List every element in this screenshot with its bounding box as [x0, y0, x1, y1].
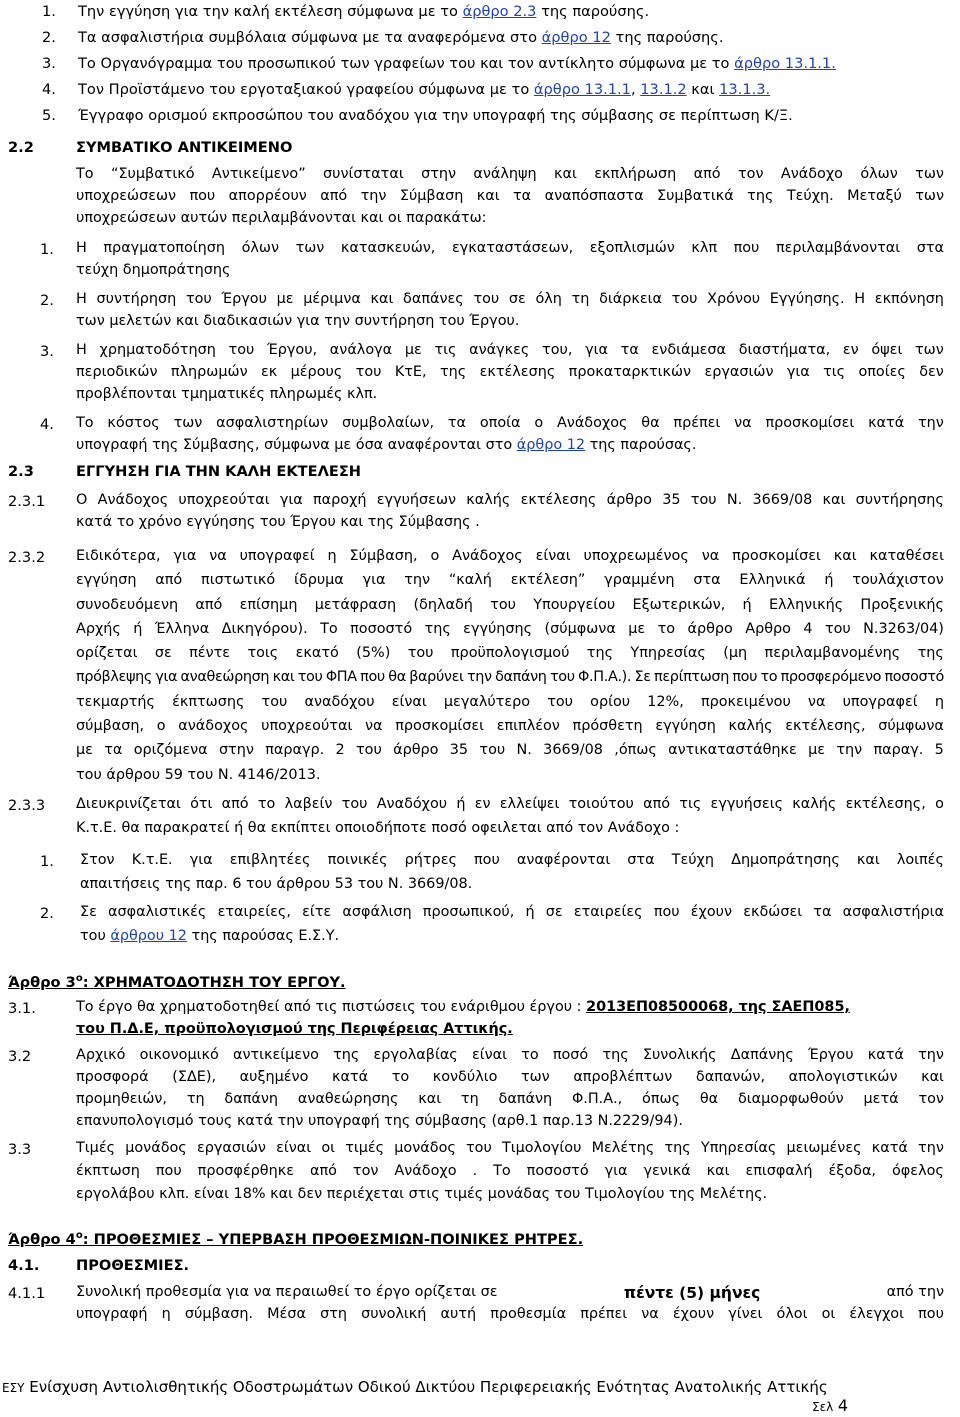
article-link[interactable]: άρθρο 12: [541, 29, 611, 46]
paragraph: Διευκρινίζεται ότι από το λαβείν του Αναδόχου ή εν ελλείψει τοιούτου από τις εγγυήσεις καλής εκτέλεσης, ο Κ.τ.Ε. θα παρακρατεί ή θα εκπίπτει οποιοδήποτε ποσό οφειλεται από τον Ανάδοχο :: [76, 796, 944, 836]
paragraph-number: 2.3.2: [8, 549, 46, 566]
article-link[interactable]: άρθρο 2.3: [462, 3, 537, 20]
item-number: 3.: [40, 343, 54, 360]
list-item: Η συντήρηση του Έργου με μέριμνα και δαπάνες του σε όλη τη διάρκεια του Χρόνου Εγγύησης. Η εκπόνηση των μελετών και διαδικασιών για την συντήρηση του Έργου.: [76, 291, 944, 329]
paragraph: Το έργο θα χρηματοδοτηθεί από τις πιστώσεις του ενάριθμου έργου : 2013ΕΠ08500068, της ΣΑΕΠ085, του Π.Δ.Ε, προϋπολογισμού της Περιφέρειας Αττικής.: [76, 999, 850, 1037]
section-intro: Το “Συμβατικό Αντικείμενο” συνίσταται στην ανάληψη και εκπλήρωση από τον Ανάδοχο όλων των υποχρεώσεων που απορρέουν από την Σύμβαση και τα αναπόσπαστα Συμβατικά της Τεύχη. Μεταξύ των υποχρεώσεων αυτών περιλαμβάνονται και οι παρακάτω:: [76, 166, 944, 226]
list-item: Στον Κ.τ.Ε. για επιβλητέες ποινικές ρήτρες που αναφέρονται στα Τεύχη Δημοπράτησης και λοιπές απαιτήσεις της παρ. 6 του άρθρου 53 του Ν. 3669/08.: [80, 852, 944, 892]
paragraph-number: 2.3.1: [8, 493, 46, 510]
item-number: 2.: [40, 905, 54, 922]
list-item: Σε ασφαλιστικές εταιρείες, είτε ασφάλιση προσωπικού, ή σε εταιρείες που έχουν εκδώσει τα ασφαλιστήρια του άρθρου 12 της παρούσας Ε.Σ.Υ.: [80, 904, 944, 944]
list-item: 3. Το Οργανόγραμμα του προσωπικού των γραφείων του και τον αντίκλητο σύμφωνα με το άρθρο 13.1.1.: [42, 55, 836, 72]
article-link[interactable]: άρθρο 13.1.1.: [734, 55, 836, 72]
section-heading: 4.1. ΠΡΟΘΕΣΜΙΕΣ.: [8, 1257, 190, 1274]
article-link[interactable]: 13.1.3.: [719, 81, 771, 98]
paragraph: Ο Ανάδοχος υποχρεούται για παροχή εγγυήσεων καλής εκτέλεσης άρθρο 35 του Ν. 3669/08 και συντήρησης κατά το χρόνο εγγύησης του Έργου και της Σύμβασης .: [76, 492, 944, 530]
section-heading: 2.2 ΣΥΜΒΑΤΙΚΟ ΑΝΤΙΚΕΙΜΕΝΟ: [8, 139, 293, 156]
section-heading: 2.3 ΕΓΓΥΗΣΗ ΓΙΑ ΤΗΝ ΚΑΛΗ ΕΚΤΕΛΕΣΗ: [8, 463, 362, 480]
article-link[interactable]: άρθρο 13.1.1: [533, 81, 631, 98]
list-item: Το κόστος των ασφαλιστηρίων συμβολαίων, τα οποία ο Ανάδοχος θα πρέπει να προσκομίσει κατά την υπογραφή της Σύμβασης, σύμφωνα με όσα αναφέρονται στο άρθρο 12 της παρούσας.: [76, 415, 944, 453]
article-link[interactable]: άρθρο 12: [516, 437, 586, 453]
paragraph: Συνολική προθεσμία για να περαιωθεί το έργο ορίζεται σε πέντε (5) μήνες από την υπογραφή η σύμβαση. Μέσα στη συνολική αυτή προθεσμία πρέπει να έχουν γίνει όλοι οι έλεγχοι που: [76, 1284, 944, 1322]
item-number: 1.: [40, 853, 54, 870]
document-footer: ΕΣΥ Ενίσχυση Αντιολισθητικής Οδοστρωμάτων Οδικού Δικτύου Περιφερειακής Ενότητας Ανατολικής Αττικής: [2, 1378, 828, 1396]
paragraph-number: 3.1.: [8, 1000, 36, 1017]
list-item: 2. Τα ασφαλιστήρια συμβόλαια σύμφωνα με τα αναφερόμενα στο άρθρο 12 της παρούσης.: [42, 29, 724, 46]
paragraph: Τιμές μονάδος εργασιών είναι οι τιμές μονάδος του Τιμολογίου Μελέτης της Υπηρεσίας μειωμένες κατά την έκπτωση που προσφέρθηκε από τον Ανάδοχο . Το ποσοστό για γενικά και επισφαλή έξοδα, όφελος εργολάβου κλπ. είναι 18% και δεν περιέχεται στις τιμές μονάδας του Τιμολογίου της Μελέτης.: [76, 1140, 944, 1202]
list-item: 4. Τον Προϊστάμενο του εργοταξιακού γραφείου σύμφωνα με το άρθρο 13.1.1, 13.1.2 και 13.1.3.: [42, 81, 771, 98]
paragraph: Ειδικότερα, για να υπογραφεί η Σύμβαση, ο Ανάδοχος είναι υποχρεωμένος να προσκομίσει και καταθέσει εγγύηση από πιστωτικό ίδρυμα για την “καλή εκτέλεση” γραμμένη στα Ελληνικά ή τουλάχιστον συνοδευόμενη από επίσημη μετάφραση (δηλαδή του Υπουργείου Εξωτερικών, ή Ελληνικής Προξενικής Αρχής ή Έλληνα Δικηγόρου). Το ποσοστό της εγγύησης (σύμφωνα με το άρθρο Αρθρο 4 του Ν.3263/04) ορίζεται σε πέντε τοις εκατό (5%) του προϋπολογισμού της Υπηρεσίας (μη περιλαμβανομένης της πρόβλεψης για αναθεώρηση και του ΦΠΑ που θα βαρύνει την δαπάνη του Φ.Π.Α.). Σε περίπτωση που το προσφερόμενο ποσοστό τεκμαρτής έκπτωσης του αναδόχου είναι μεγαλύτερο του ορίου 12%, προκειμένου να υπογραφεί η σύμβαση, ο ανάδοχος υποχρεούται να προσκομίσει επιπλέον πρόσθετη εγγύηση καλής εκτέλεσης, σύμφωνα με τα οριζόμενα στην παραγρ. 2 του άρθρο 35 του Ν. 3669/08 ,όπως αντικαταστάθηκε με την παραγ. 5 του άρθρου 59 του Ν. 4146/2013.: [76, 548, 944, 783]
paragraph: Αρχικό οικονομικό αντικείμενο της εργολαβίας είναι το ποσό της Συνολικής Δαπάνης Έργου κατά την προσφορά (ΣΔΕ), αυξημένο κατά το κονδύλιο των απροβλέπτων δαπανών, απολογιστικών και προμηθειών, τη δαπάνη αναθεώρησης και τη δαπάνη Φ.Π.Α., όπως θα διαμορφωθούν μετά τον επανυπολογισμό τους κατά την υπογραφή της σύμβασης (αρθ.1 παρ.13 Ν.2229/94).: [76, 1047, 944, 1129]
paragraph-number: 4.1.1: [8, 1285, 46, 1302]
item-number: 4.: [40, 416, 54, 433]
article-link[interactable]: 13.1.2: [640, 81, 687, 98]
list-item: 1. Την εγγύηση για την καλή εκτέλεση σύμφωνα με το άρθρο 2.3 της παρούσης.: [42, 3, 650, 20]
page-number: Σελ 4: [812, 1396, 848, 1415]
article-heading: Άρθρο $3^o$: ΧΡΗΜΑΤΟΔΟΤΗΣΗ ΤΟΥ ΕΡΓΟΥ.: [8, 973, 346, 991]
item-number: 2.: [40, 292, 54, 309]
list-item: Η πραγματοποίηση όλων των κατασκευών, εγκαταστάσεων, εξοπλισμών κλπ που περιλαμβάνονται στα τεύχη δημοπράτησης: [76, 240, 944, 278]
item-number: 1.: [40, 241, 54, 258]
paragraph-number: 2.3.3: [8, 797, 46, 814]
paragraph-number: 3.3: [8, 1141, 32, 1158]
list-item: 5. Έγγραφο ορισμού εκπροσώπου του αναδόχου για την υπογραφή της σύμβασης σε περίπτωση Κ/Ξ.: [42, 107, 793, 124]
paragraph-number: 3.2: [8, 1048, 32, 1065]
article-heading: Άρθρο $4^o$: ΠΡΟΘΕΣΜΙΕΣ – ΥΠΕΡΒΑΣΗ ΠΡΟΘΕΣΜΙΩΝ-ΠΟΙΝΙΚΕΣ ΡΗΤΡΕΣ.: [8, 1230, 584, 1248]
list-item: Η χρηματοδότηση του Έργου, ανάλογα με τις ανάγκες του, για τα ενδιάμεσα διαστήματα, εν όψει των περιοδικών πληρωμών εκ μέρους του ΚτΕ, της εκτέλεσης προκαταρκτικών εργασιών για τις οποίες δεν προβλέπονται τμηματικές πληρωμές κλπ.: [76, 342, 944, 402]
article-link[interactable]: άρθρου 12: [110, 928, 187, 944]
